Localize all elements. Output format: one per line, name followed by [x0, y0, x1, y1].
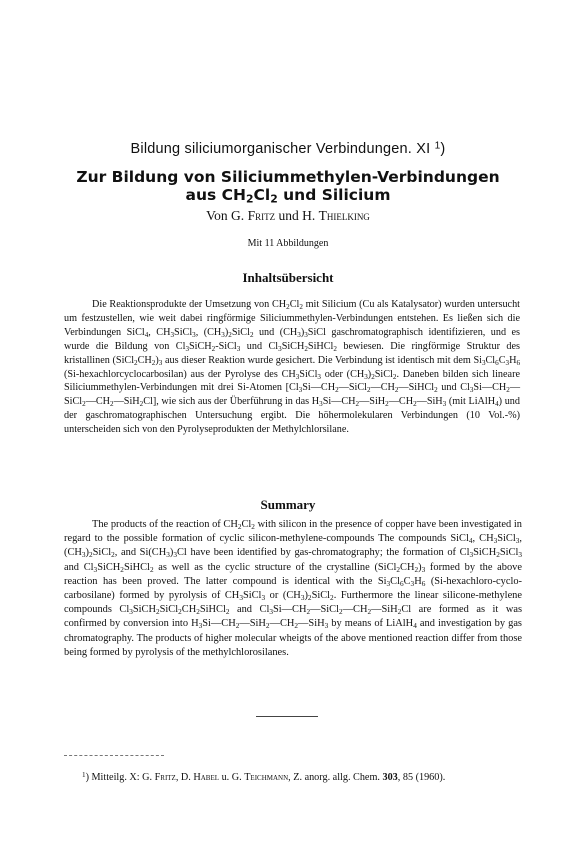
author-thielking: Thielking [318, 208, 370, 223]
footnote-volume: 303 [382, 772, 398, 783]
title-line-2: aus $CH_2Cl_2$ und Silicium [185, 186, 391, 206]
series-footnote-mark: 1 [434, 140, 441, 152]
author-fritz: Fritz [247, 208, 276, 223]
series-heading: Bildung siliciumorganischer Verbindungen. XI $^1$) [130, 140, 446, 157]
title-line-1: Zur Bildung von Siliciummethylen-Verbindungen [76, 168, 500, 186]
section-divider [256, 716, 318, 717]
abstract-de-text: Die Reaktionsprodukte der Umsetzung von $CH_2Cl_2$ mit Silicium (Cu als Katalysator) wurden untersucht um festzustellen, wie weit dabei ringförmige Siliciummethylen-Verbindungen entstehen. Es ließen sich die Verbindungen SiCl$_4$, $CH_3SiCl_3$, $(CH_3)_2SiCl_2$ und $(CH_3)_3SiCl$ gaschromatographisch identifizieren, und es wurde die Bildung von $Cl_3SiCH_2-SiCl_3$ und $Cl_3SiCH_2SiHCl_2$ bewiesen. Die ringförmige Struktur des kristallinen $(SiCl_2CH_2)_3$ aus dieser Reaktion wurde gesichert. Die Verbindung ist identisch mit dem $Si_3Cl_6C_3H_6$ (Si-hexachlorcyclocarbosilan) aus der Pyrolyse des $CH_3SiCl_3$ oder $(CH_3)_2SiCl_2$. Daneben bilden sich lineare Siliciummethylen-Verbindungen mit drei Si-Atomen [$Cl_3Si—CH_2—SiCl_2—CH_2—SiHCl_2$ und $Cl_3Si—CH_2—SiCl_2—CH_2—SiH_2Cl$], wie sich aus der Überführung in das $H_3Si—CH_2—SiH_2—CH_2—SiH_3$ (mit LiAlH$_4$) und der gaschromatographischen Untersuchung ergibt. Die höhermolekularen Verbindungen (10 Vol.-%) unterscheiden sich von den Pyrolyseprodukten der Methylchlorsilane. [64, 299, 521, 436]
footnote-mark: 1 [82, 770, 86, 779]
author-line: Von G. Fritz und H. Thielking [206, 208, 370, 223]
footnote-rule [64, 755, 164, 756]
footnote: $^1$) Mitteilg. X: G. Fritz, D. Habel u. G. Teichmann, Z. anorg. allg. Chem. 303, 85 (1960). [82, 770, 446, 783]
abstract-de-heading: Inhaltsübersicht [242, 270, 334, 285]
summary-text: The products of the reaction of $CH_2Cl_2$ with silicon in the presence of copper have been investigated in regard to the possible formation of cyclic silicon-methylene-compounds The compounds SiCl$_4$, $CH_3SiCl_3$, $(CH_3)_2SiCl_2$, and $Si(CH_3)_3Cl$ have been identified by gas-chromatography; the formation of $Cl_3SiCH_2SiCl_3$ and $Cl_3SiCH_2SiHCl_2$ as well as the cyclic structure of the crystalline $(SiCl_2CH_2)_3$ formed by the above reaction has been proved. The latter compound is identical with the $Si_3Cl_6C_3H_6$ (Si-hexachloro-cyclo-carbosilane) formed by pyrolysis of $CH_3SiCl_3$ or $(CH_3)_2SiCl_2$. Furthermore the linear silicone-methylene compounds $Cl_3SiCH_2SiCl_2CH_2SiHCl_2$ and $Cl_3Si—CH_2—SiCl_2—CH_2—SiH_2Cl$ are formed as it was confirmed by conversion into $H_3Si—CH_2—SiH_2—CH_2—SiH_3$ by means of LiAlH$_4$ and investigation by gas chromatography. The products of higher molecular wheigts of the above mentioned reaction differ from those being formed by pyrolysis of the methylchlorosilanes. [64, 519, 523, 658]
article-title [0, 168, 576, 204]
summary-heading: Summary [260, 497, 316, 512]
figures-note: Mit 11 Abbildungen [247, 238, 329, 249]
